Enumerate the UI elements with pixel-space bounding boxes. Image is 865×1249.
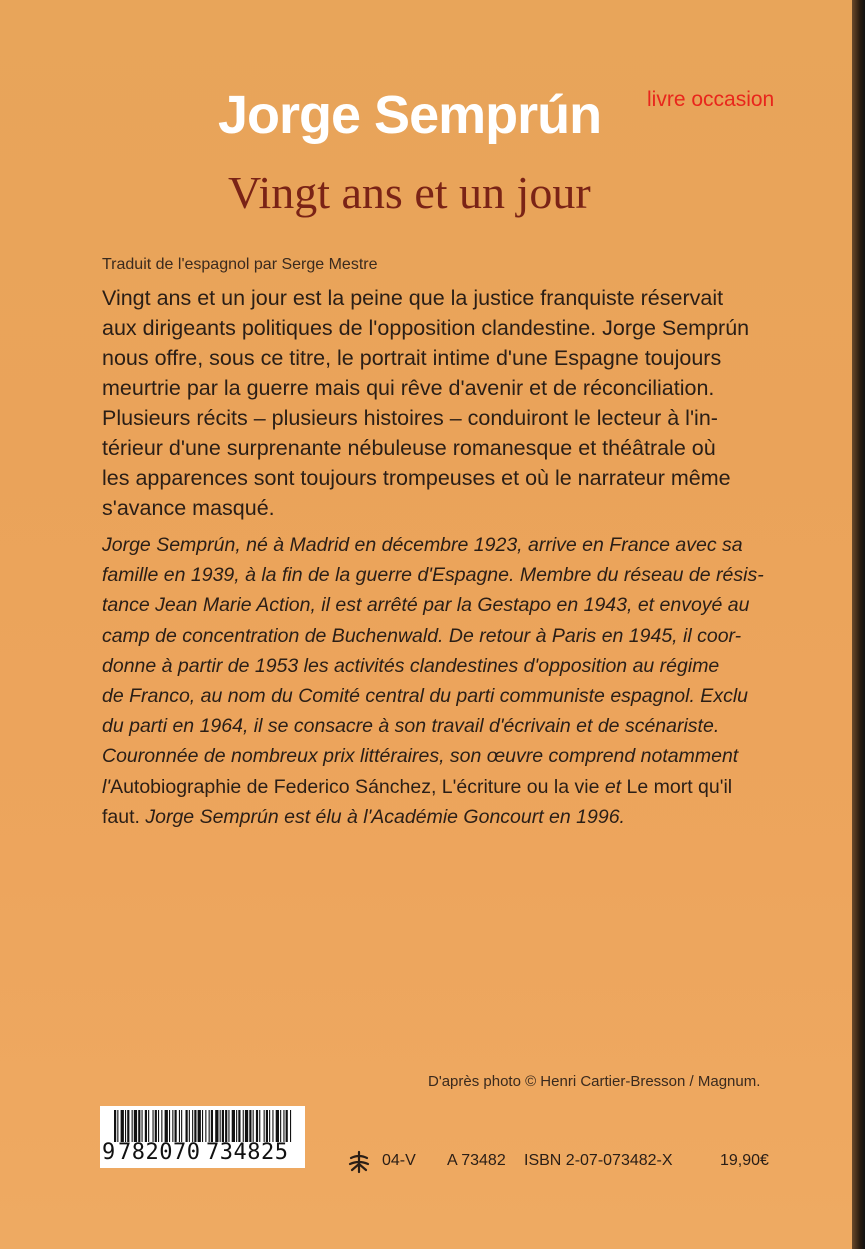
bio-text-italic: l'	[102, 775, 111, 798]
bio-line: du parti en 1964, il se consacre à son travail d'écrivain et de scénariste.	[102, 715, 720, 738]
barcode-bar	[169, 1110, 170, 1142]
barcode-bar	[205, 1110, 206, 1142]
livre-occasion-watermark: livre occasion	[647, 88, 775, 111]
book-summary	[102, 283, 792, 523]
barcode-bar	[179, 1110, 180, 1142]
barcode-bar	[238, 1110, 240, 1142]
book-edge	[852, 0, 865, 1249]
barcode-bar	[232, 1110, 235, 1142]
barcode-bar	[259, 1110, 260, 1142]
bio-line: famille en 1939, à la fin de la guerre d'Espagne. Membre du réseau de résis-	[102, 564, 764, 587]
barcode-bar	[236, 1110, 237, 1142]
summary-line: nous offre, sous ce titre, le portrait intime d'une Espagne toujours	[102, 346, 722, 370]
bio-text-italic: et	[599, 775, 627, 798]
barcode-bar	[192, 1110, 193, 1142]
summary-line: Vingt ans et un jour est la peine que la justice franquiste réservait	[102, 286, 724, 310]
book-title-mention: Le mort qu'il	[626, 775, 733, 798]
summary-line: aux dirigeants politiques de l'opposition clandestine. Jorge Semprún	[102, 316, 750, 340]
barcode-bar	[264, 1110, 265, 1142]
barcode-bar	[145, 1110, 147, 1142]
book-title: Vingt ans et un jour	[228, 167, 591, 218]
barcode-bar	[283, 1110, 284, 1142]
barcode-bar	[186, 1110, 188, 1142]
barcode-bar	[172, 1110, 173, 1142]
photo-credit: D'après photo © Henri Cartier-Bresson / Magnum.	[428, 1073, 761, 1090]
summary-line: s'avance masqué.	[102, 496, 275, 520]
barcode-bar	[158, 1110, 159, 1142]
barcode-bar	[243, 1110, 244, 1142]
barcode-bar	[211, 1110, 213, 1142]
barcode-bar	[181, 1110, 182, 1142]
barcode-bar	[245, 1110, 248, 1142]
barcode-bar	[286, 1110, 288, 1142]
barcode-bar	[276, 1110, 279, 1142]
barcode-bar	[266, 1110, 268, 1142]
isbn-barcode	[100, 1106, 305, 1168]
barcode-bar	[215, 1110, 218, 1142]
barcode-bar	[161, 1110, 162, 1142]
author-biography	[102, 530, 792, 832]
translator-credit: Traduit de l'espagnol par Serge Mestre	[102, 256, 378, 273]
author-name: Jorge Semprún	[218, 85, 602, 145]
summary-line: les apparences sont toujours trompeuses et où le narrateur même	[102, 466, 731, 490]
barcode-bar	[202, 1110, 203, 1142]
barcode-bar	[165, 1110, 168, 1142]
bio-line: tance Jean Marie Action, il est arrêté par la Gestapo en 1943, et envoyé au	[102, 594, 750, 617]
barcode-bar	[138, 1110, 140, 1142]
barcode-digit-first: 9	[102, 1140, 116, 1165]
isbn-number: ISBN 2-07-073482-X	[524, 1152, 673, 1169]
barcode-bar	[142, 1110, 143, 1142]
barcode-bar	[153, 1110, 154, 1142]
barcode-bar	[198, 1110, 201, 1142]
barcode-bar	[256, 1110, 258, 1142]
barcode-bar	[114, 1110, 116, 1142]
barcode-bars	[114, 1110, 294, 1142]
barcode-bar	[253, 1110, 254, 1142]
barcode-bar	[117, 1110, 118, 1142]
summary-line: Plusieurs récits – plusieurs histoires – conduiront le lecteur à l'in-	[102, 406, 718, 430]
barcode-bar	[280, 1110, 281, 1142]
barcode-bar	[228, 1110, 229, 1142]
summary-line: térieur d'une surprenante nébuleuse romanesque et théâtrale où	[102, 436, 716, 460]
barcode-bar	[194, 1110, 196, 1142]
barcode-bar	[272, 1110, 273, 1142]
barcode-bar	[290, 1110, 291, 1142]
barcode-bar	[125, 1110, 126, 1142]
barcode-bar	[220, 1110, 221, 1142]
series-code: 04-V	[382, 1152, 416, 1169]
barcode-bar	[134, 1110, 137, 1142]
barcode-bar	[249, 1110, 251, 1142]
summary-line: meurtrie par la guerre mais qui rêve d'avenir et de réconciliation.	[102, 376, 715, 400]
bio-line: donne à partir de 1953 les activités clandestines d'opposition au régime	[102, 654, 720, 677]
barcode-bar	[121, 1110, 124, 1142]
barcode-bar	[222, 1110, 224, 1142]
bio-text-italic: Jorge Semprún est élu à l'Académie Goncourt en 1996.	[139, 805, 625, 828]
bio-line	[102, 772, 792, 802]
barcode-bar	[175, 1110, 177, 1142]
book-titles-mention: Autobiographie de Federico Sánchez, L'écriture ou la vie	[110, 775, 600, 798]
publisher-logo-icon	[346, 1150, 372, 1174]
barcode-group-right: 734825	[206, 1140, 289, 1165]
barcode-bar	[269, 1110, 270, 1142]
barcode-bar	[127, 1110, 129, 1142]
barcode-bar	[225, 1110, 227, 1142]
bio-line: camp de concentration de Buchenwald. De retour à Paris en 1945, il coor-	[102, 624, 742, 647]
bio-line: de Franco, au nom du Comité central du parti communiste espagnol. Exclu	[102, 685, 748, 708]
barcode-bar	[132, 1110, 133, 1142]
book-title-mention: faut.	[102, 805, 140, 828]
barcode-group-left: 782070	[118, 1140, 201, 1165]
reference-number: A 73482	[447, 1152, 506, 1169]
barcode-bar	[209, 1110, 210, 1142]
price: 19,90€	[720, 1152, 769, 1169]
bio-line	[102, 802, 792, 832]
bio-line: Couronnée de nombreux prix littéraires, son œuvre comprend notamment	[102, 745, 739, 768]
barcode-bar	[189, 1110, 190, 1142]
barcode-bar	[155, 1110, 157, 1142]
barcode-bar	[148, 1110, 149, 1142]
bio-line: Jorge Semprún, né à Madrid en décembre 1923, arrive en France avec sa	[102, 534, 743, 556]
